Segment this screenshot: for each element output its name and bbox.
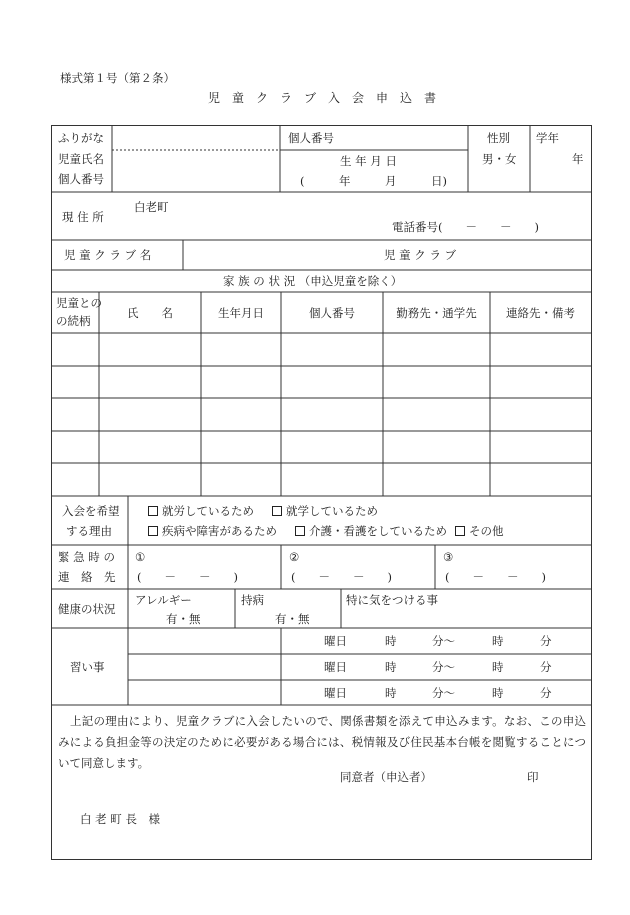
hour-label: 時 xyxy=(492,686,504,700)
relation-label-line2: の続柄 xyxy=(56,314,91,328)
family-col-name: 氏 名 xyxy=(127,306,173,320)
gender-label: 性別 xyxy=(487,131,510,145)
checkbox[interactable] xyxy=(148,506,158,516)
emergency-label-line2: 連 絡 先 xyxy=(58,570,116,584)
checkbox[interactable] xyxy=(455,526,465,536)
form-title: 児 童 ク ラ ブ 入 会 申 込 書 xyxy=(208,91,437,105)
family-col-contact: 連絡先・備考 xyxy=(506,306,575,320)
birthdate-format: ( 年 月 日) xyxy=(300,174,447,188)
minute-label: 分 xyxy=(540,686,552,700)
hour-label: 時 xyxy=(385,686,397,700)
birthdate-label: 生 年 月 日 xyxy=(340,154,397,168)
club-value: 児 童 ク ラ ブ xyxy=(384,248,457,262)
weekday-label: 曜日 xyxy=(324,660,347,674)
family-col-workplace: 勤務先・通学先 xyxy=(396,306,477,320)
addressee: 白 老 町 長 様 xyxy=(80,812,160,826)
emergency-number-3: ③ xyxy=(443,550,454,564)
address-label: 現 住 所 xyxy=(62,210,104,224)
health-label: 健康の状況 xyxy=(58,602,116,616)
child-id-header: 個人番号 xyxy=(288,131,334,145)
checkbox[interactable] xyxy=(295,526,305,536)
emergency-phone-2: ( － － ) xyxy=(291,570,392,584)
minute-from-label: 分～ xyxy=(432,660,455,674)
minute-label: 分 xyxy=(540,634,552,648)
emergency-label-line1: 緊 急 時 の xyxy=(58,550,115,564)
relation-label-line1: 児童との xyxy=(56,296,102,310)
family-col-birthdate: 生年月日 xyxy=(218,306,264,320)
checkbox[interactable] xyxy=(272,506,282,516)
hour-label: 時 xyxy=(492,660,504,674)
phone-number: 電話番号( － － ) xyxy=(392,220,539,234)
reason-option-study[interactable]: 就学しているため xyxy=(272,504,378,518)
minute-from-label: 分～ xyxy=(432,634,455,648)
gender-options: 男・女 xyxy=(482,152,517,166)
allergy-label: アレルギー xyxy=(135,593,192,607)
child-id-label: 個人番号 xyxy=(58,172,104,186)
emergency-number-2: ② xyxy=(289,550,300,564)
lessons-label: 習い事 xyxy=(70,660,105,674)
family-col-id: 個人番号 xyxy=(309,306,355,320)
reason-label-line2: する理由 xyxy=(66,524,112,538)
hour-label: 時 xyxy=(385,634,397,648)
reason-option-care[interactable]: 介護・看護をしているため xyxy=(295,524,447,538)
grade-label: 学年 xyxy=(536,131,559,145)
grade-unit: 年 xyxy=(572,152,584,166)
chronic-illness-label: 持病 xyxy=(241,593,264,607)
seal-mark: 印 xyxy=(527,770,539,784)
emergency-phone-3: ( － － ) xyxy=(445,570,546,584)
minute-from-label: 分～ xyxy=(432,686,455,700)
allergy-value: 有・無 xyxy=(166,612,201,626)
health-notes-label: 特に気をつける事 xyxy=(346,593,438,607)
reason-label-line1: 入会を希望 xyxy=(62,504,120,518)
checkbox[interactable] xyxy=(148,526,158,536)
address-town: 白老町 xyxy=(134,200,169,214)
consent-text: 上記の理由により、児童クラブに入会したいので、関係書類を添えて申込みます。なお、この申込みによる負担金等の決定のために必要がある場合には、税情報及び住民基本台帳を閲覧することについて同意します。 xyxy=(58,714,586,770)
chronic-illness-value: 有・無 xyxy=(275,612,310,626)
weekday-label: 曜日 xyxy=(324,686,347,700)
minute-label: 分 xyxy=(540,660,552,674)
reason-option-illness[interactable]: 疾病や障害があるため xyxy=(148,524,277,538)
child-name-label: 児童氏名 xyxy=(58,152,104,166)
emergency-number-1: ① xyxy=(135,550,146,564)
furigana-label: ふりがな xyxy=(58,131,104,145)
form-number: 様式第１号（第２条） xyxy=(60,71,175,85)
weekday-label: 曜日 xyxy=(324,634,347,648)
hour-label: 時 xyxy=(492,634,504,648)
hour-label: 時 xyxy=(385,660,397,674)
emergency-phone-1: ( － － ) xyxy=(137,570,238,584)
reason-option-work[interactable]: 就労しているため xyxy=(148,504,254,518)
reason-option-other[interactable]: その他 xyxy=(455,524,504,538)
club-label: 児 童 ク ラ ブ 名 xyxy=(64,248,152,262)
consent-signer-label: 同意者（申込者） xyxy=(340,770,432,784)
family-section-title: 家 族 の 状 況 （申込児童を除く） xyxy=(223,274,403,288)
